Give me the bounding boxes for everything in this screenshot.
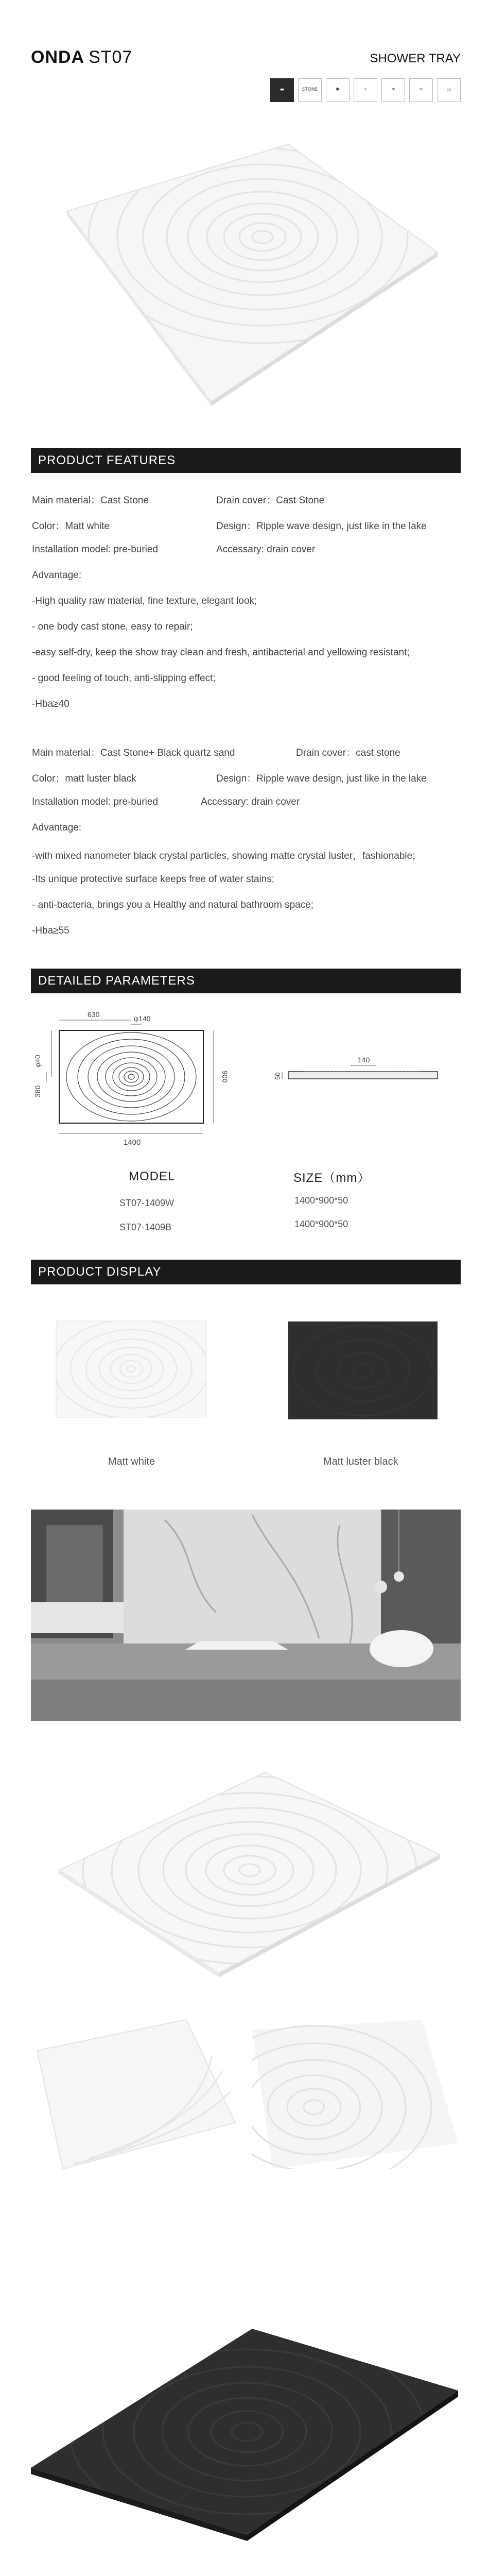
black-material: Main material：Cast Stone+ Black quartz sand [32, 748, 235, 758]
model-column-header: MODEL [129, 1170, 176, 1183]
white-material: Main material：Cast Stone [32, 495, 149, 506]
feature-icon-row [270, 78, 461, 102]
size-cell-2: 1400*900*50 [294, 1219, 348, 1229]
bathroom-scene-image [31, 1510, 461, 1721]
size-column-header: SIZE（mm） [293, 1171, 371, 1185]
brand-title [31, 47, 132, 67]
cut-icon: ✂ [409, 78, 433, 102]
dim-900-label: 900 [221, 1071, 229, 1083]
black-advantage-2: -Its unique protective surface keeps free of water stains; [32, 874, 275, 885]
stone-icon: STONE [298, 78, 322, 102]
clean-icon: ✧ [354, 78, 377, 102]
black-advantage-3: - anti-bacteria, brings you a Healthy and natural bathroom space; [32, 900, 314, 910]
black-tray-thumbnail [288, 1321, 438, 1419]
white-advantage-5: -Hba≥40 [32, 699, 69, 709]
dim-phi140-label: φ140 [134, 1014, 151, 1023]
detailed-parameters-header: DETAILED PARAMETERS [31, 969, 461, 993]
white-tray-thumbnail [54, 1319, 208, 1419]
white-tray-large-image [49, 1762, 450, 1984]
black-installation: Installation model: pre-buried [32, 796, 159, 807]
black-design: Design：Ripple wave design, just like in the lake [216, 773, 427, 784]
black-advantage-4: -Hba≥55 [32, 925, 69, 936]
size-cell-1: 1400*900*50 [294, 1195, 348, 1206]
white-accessary: Accessary: drain cover [216, 544, 316, 555]
white-advantage-2: - one body cast stone, easy to repair; [32, 621, 193, 632]
black-advantage-title: Advantage: [32, 822, 82, 833]
white-advantage-1: -High quality raw material, fine texture, elegant look; [32, 596, 257, 606]
caption-matt-white: Matt white [108, 1456, 155, 1467]
dim-630-label: 630 [88, 1010, 100, 1019]
hero-white-tray-image [46, 134, 448, 422]
model-cell-1: ST07-1409W [119, 1198, 174, 1208]
product-display-header: PRODUCT DISPLAY [31, 1260, 461, 1284]
dim-1400-label: 1400 [124, 1138, 141, 1147]
dim-side-140-label: 140 [358, 1056, 370, 1064]
black-tray-large-image [31, 2329, 458, 2545]
white-installation: Installation model: pre-buried [32, 544, 159, 555]
white-tray-corner-detail [32, 2020, 238, 2169]
white-color: Color：Matt white [32, 521, 110, 532]
dim-380-label: 380 [33, 1085, 42, 1097]
white-design: Design：Ripple wave design, just like in the lake [216, 521, 427, 532]
product-features-header: PRODUCT FEATURES [31, 448, 461, 473]
anti-slip-icon: ✱ [326, 78, 350, 102]
white-advantage-title: Advantage: [32, 570, 82, 581]
black-color: Color：matt luster black [32, 773, 136, 784]
white-drain-cover: Drain cover：Cast Stone [216, 495, 325, 506]
black-accessary: Accessary: drain cover [201, 796, 300, 807]
white-tray-ripple-detail [252, 2020, 458, 2169]
size-icon: ▭ [437, 78, 461, 102]
dim-side-50-label: 50 [274, 1072, 282, 1080]
side-view-drawing [273, 1051, 448, 1113]
black-drain-cover: Drain cover：cast stone [296, 748, 400, 758]
white-advantage-4: - good feeling of touch, anti-slipping effect; [32, 673, 216, 684]
model-code: ST07 [89, 47, 133, 67]
product-category: SHOWER TRAY [370, 52, 461, 65]
black-advantage-1: -with mixed nanometer black crystal particles, showing matte crystal luster，fashionable; [32, 851, 415, 861]
white-advantage-3: -easy self-dry, keep the show tray clean and fresh, antibacterial and yellowing resistant; [32, 647, 410, 658]
top-view-drawing [31, 1010, 237, 1164]
waves-icon: ≋ [381, 78, 405, 102]
brand-name: ONDA [31, 47, 85, 67]
dim-phi40-label: φ40 [33, 1055, 42, 1067]
caption-matt-luster-black: Matt luster black [323, 1456, 398, 1467]
model-cell-2: ST07-1409B [119, 1222, 172, 1232]
surface-icon: ▬ [270, 78, 294, 102]
